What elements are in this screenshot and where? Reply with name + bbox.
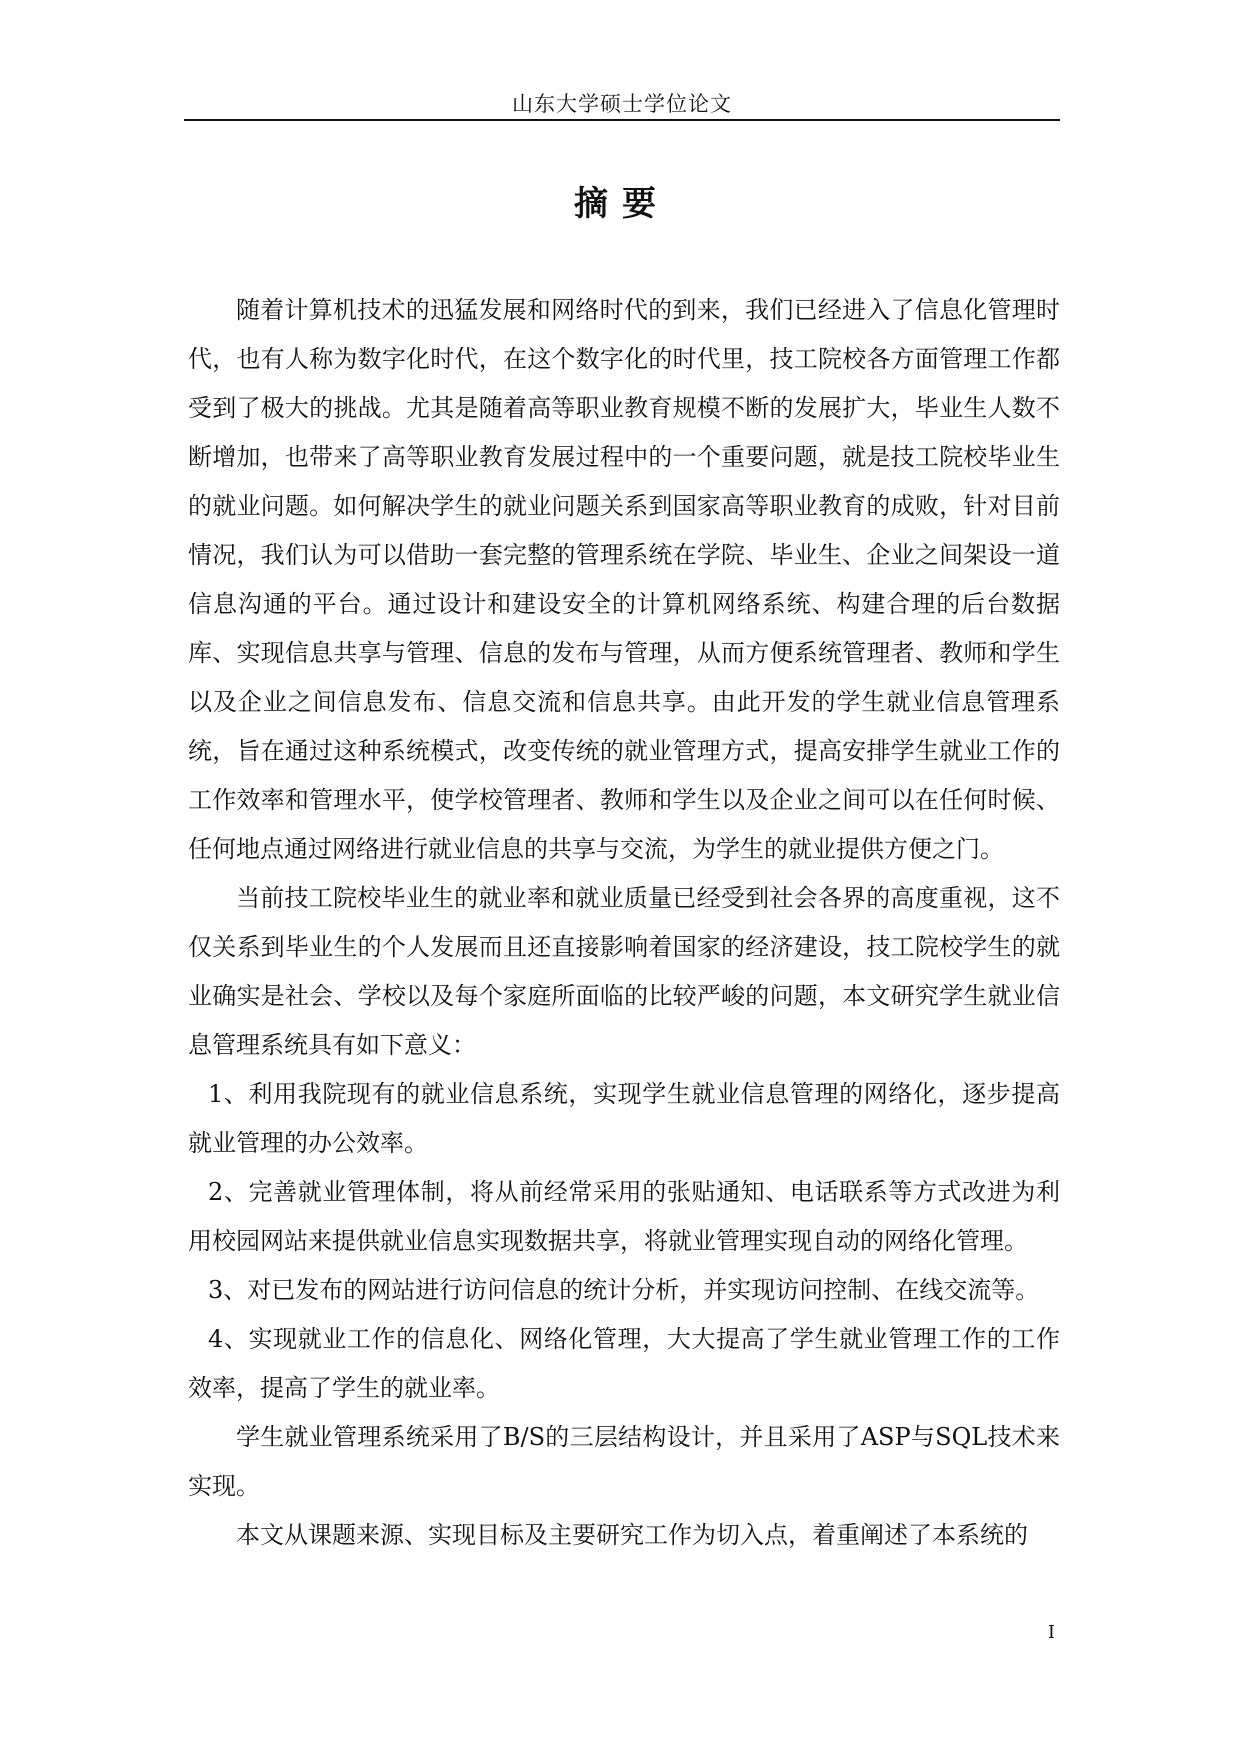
list-item-4: 4、实现就业工作的信息化、网络化管理，大大提高了学生就业管理工作的工作效率，提高了学生的就业率。 — [188, 1325, 1060, 1402]
paragraph-intro: 随着计算机技术的迅猛发展和网络时代的到来，我们已经进入了信息化管理时代，也有人称为数字化时代，在这个数字化的时代里，技工院校各方面管理工作都受到了极大的挑战。尤其是随着高等职业教育规模不断的发展扩大，毕业生人数不断增加，也带来了高等职业教育发展过程中的一个重要问题，就是技工院校毕业生的就业问题。如何解决学生的就业问题关系到国家高等职业教育的成败，针对目前情况，我们认为可以借助一套完整的管理系统在学院、毕业生、企业之间架设一道信息沟通的平台。通过设计和建设安全的计算机网络系统、构建合理的后台数据库、实现信息共享与管理、信息的发布与管理，从而方便系统管理者、教师和学生以及企业之间信息发布、信息交流和信息共享。由此开发的学生就业信息管理系统，旨在通过这种系统模式，改变传统的就业管理方式，提高安排学生就业工作的工作效率和管理水平，使学校管理者、教师和学生以及企业之间可以在任何时候、任何地点通过网络进行就业信息的共享与交流，为学生的就业提供方便之门。 — [188, 296, 1060, 863]
list-item-1: 1、利用我院现有的就业信息系统，实现学生就业信息管理的网络化，逐步提高就业管理的办公效率。 — [188, 1080, 1060, 1157]
paragraph-architecture: 学生就业管理系统采用了B/S的三层结构设计，并且采用了ASP与SQL技术来实现。 — [188, 1423, 1060, 1500]
page-number: I — [1047, 1622, 1055, 1643]
paragraph-outline: 本文从课题来源、实现目标及主要研究工作为切入点，着重阐述了本系统的 — [236, 1521, 1028, 1549]
abstract-title: 摘要 — [574, 184, 670, 224]
paragraph-significance: 当前技工院校毕业生的就业率和就业质量已经受到社会各界的高度重视，这不仅关系到毕业生的个人发展而且还直接影响着国家的经济建设，技工院校学生的就业确实是社会、学校以及每个家庭所面临的比较严峻的问题，本文研究学生就业信息管理系统具有如下意义： — [188, 884, 1060, 1059]
header-divider — [184, 119, 1060, 121]
list-item-3: 3、对已发布的网站进行访问信息的统计分析，并实现访问控制、在线交流等。 — [208, 1276, 1040, 1304]
list-item-2: 2、完善就业管理体制，将从前经常采用的张贴通知、电话联系等方式改进为利用校园网站来提供就业信息实现数据共享，将就业管理实现自动的网络化管理。 — [188, 1178, 1060, 1255]
abstract-body — [188, 286, 1060, 1560]
running-header-title: 山东大学硕士学位论文 — [512, 92, 732, 116]
